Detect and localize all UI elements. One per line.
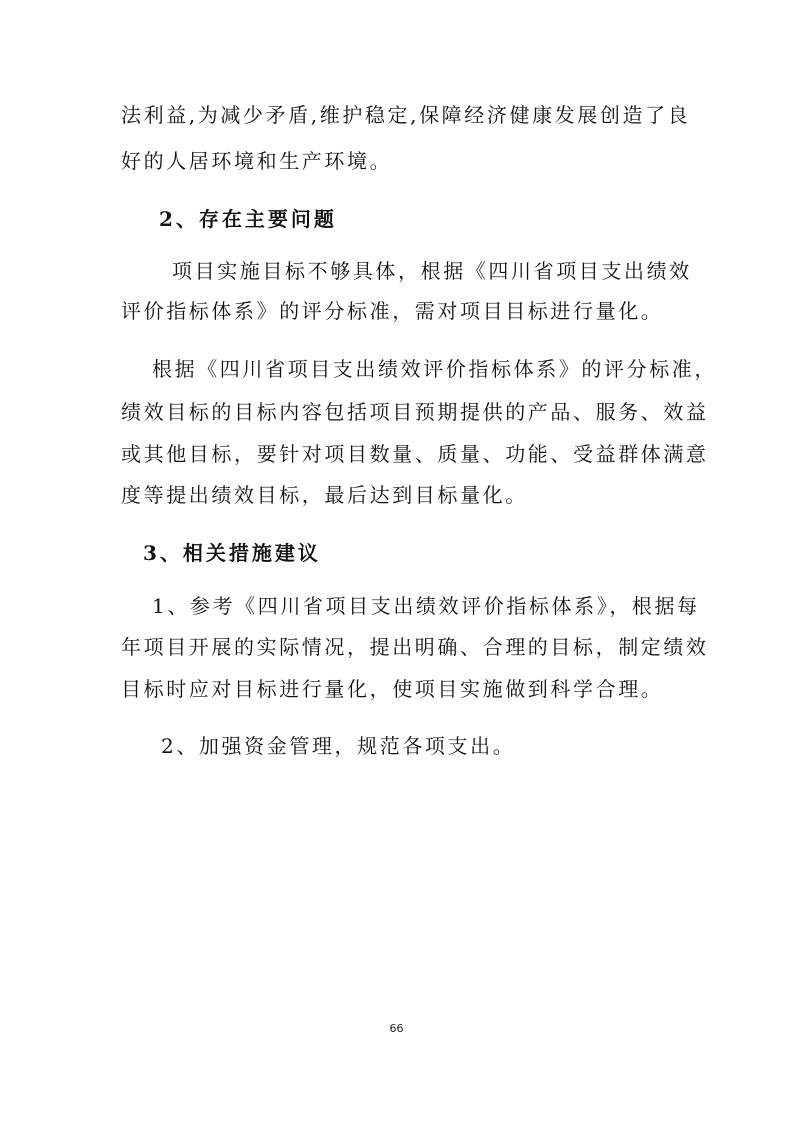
section-2-paragraph-2-line-4: 度等提出绩效目标，最后达到目标量化。: [121, 483, 528, 507]
section-3-item-1-line-1: 1、参考《四川省项目支出绩效评价指标体系》，根据每: [152, 594, 700, 618]
section-3-heading: 3、相关措施建议: [143, 541, 321, 565]
section-2-paragraph-1-line-2: 评价指标体系》的评分标准，需对项目目标进行量化。: [121, 299, 664, 323]
section-2-paragraph-2-line-2: 绩效目标的目标内容包括项目预期提供的产品、服务、效益: [121, 400, 709, 424]
intro-paragraph-line-2: 好的人居环境和生产环境。: [121, 149, 393, 173]
section-3-item-1-line-3: 目标时应对目标进行量化，使项目实施做到科学合理。: [121, 677, 664, 701]
intro-paragraph-line-1: 法利益,为减少矛盾,维护稳定,保障经济健康发展创造了良: [121, 103, 691, 127]
section-3-item-1-line-2: 年项目开展的实际情况，提出明确、合理的目标，制定绩效: [121, 635, 709, 659]
section-2-heading: 2、存在主要问题: [159, 207, 337, 231]
section-2-paragraph-2-line-3: 或其他目标，要针对项目数量、质量、功能、受益群体满意: [121, 442, 709, 466]
section-2-paragraph-2-line-1: 根据《四川省项目支出绩效评价指标体系》的评分标准，: [152, 357, 717, 381]
section-3-item-2-line-1: 2、加强资金管理，规范各项支出。: [161, 734, 516, 758]
page-number: 66: [389, 1022, 404, 1035]
section-2-paragraph-1-line-1: 项目实施目标不够具体，根据《四川省项目支出绩效: [172, 259, 692, 283]
